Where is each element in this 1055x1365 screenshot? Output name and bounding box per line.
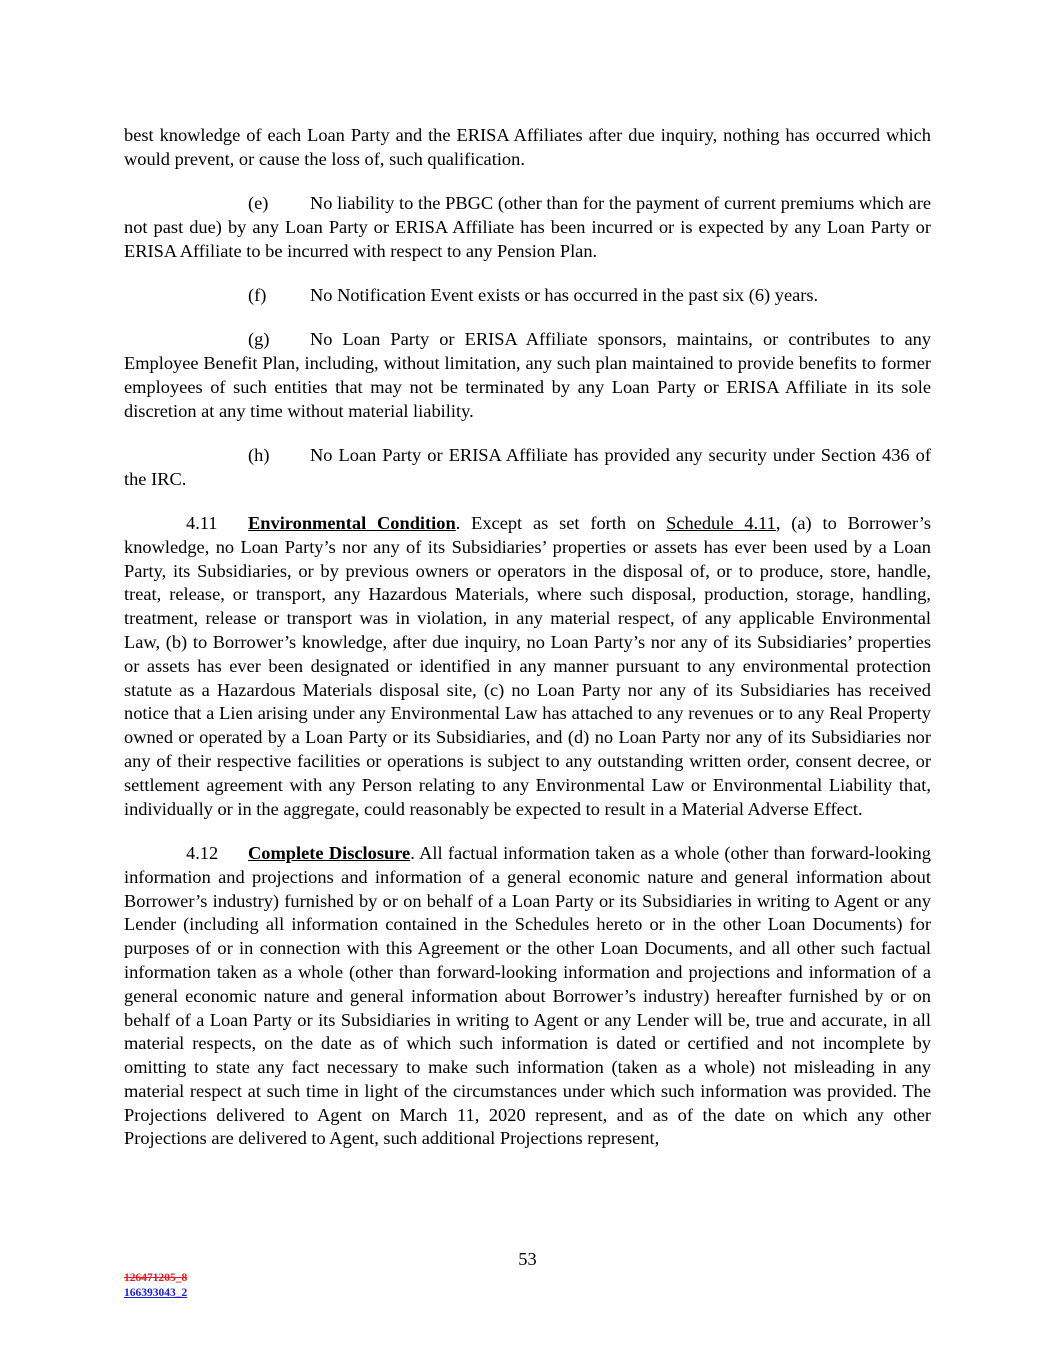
clause-h bbox=[124, 444, 931, 492]
section-4-11-lead: . Except as set forth on bbox=[455, 513, 667, 534]
clause-g-marker: (g) bbox=[248, 329, 270, 350]
intro-paragraph: best knowledge of each Loan Party and the ERISA Affiliates after due inquiry, nothing has occurred which would prevent, or cause the loss of, such qualification. bbox=[124, 125, 931, 169]
clause-e bbox=[124, 192, 931, 263]
section-4-12-heading: Complete Disclosure bbox=[248, 842, 411, 863]
clause-h-text: No Loan Party or ERISA Affiliate has provided any security under Section 436 of the IRC. bbox=[124, 444, 931, 489]
clause-g-text: No Loan Party or ERISA Affiliate sponsors, maintains, or contributes to any Employee Benefit Plan, including, without limitation, any such plan maintained to provide benefits to former employees of such entities that may not be terminated by any Loan Party or ERISA Affiliate in its sole discretion at any time without material liability. bbox=[124, 329, 931, 421]
clause-e-text: No liability to the PBGC (other than for the payment of current premiums which are not past due) by any Loan Party or ERISA Affiliate has been incurred or is expected by any Loan Party or ERISA Affiliate to be incurred with respect to any Pension Plan. bbox=[124, 193, 931, 261]
clause-f bbox=[124, 284, 931, 308]
section-4-11 bbox=[124, 512, 931, 821]
document-body bbox=[124, 124, 931, 1151]
clause-e-marker: (e) bbox=[248, 193, 269, 214]
section-4-11-number: 4.11 bbox=[186, 513, 218, 534]
clause-g bbox=[124, 328, 931, 423]
inserted-document-id: 166393043_2 bbox=[124, 1287, 188, 1299]
clause-f-text: No Notification Event exists or has occurred in the past six (6) years. bbox=[310, 284, 819, 305]
clause-h-marker: (h) bbox=[248, 444, 270, 465]
clause-f-marker: (f) bbox=[248, 284, 267, 305]
page-number: 53 bbox=[518, 1249, 537, 1269]
section-4-11-heading: Environmental Condition bbox=[248, 513, 456, 534]
document-id-block bbox=[124, 1271, 187, 1301]
section-4-12-body: . All factual information taken as a whole (other than forward-looking information and projections and information of a general economic nature and general information about Borrower’s industry) furnished by or on behalf of a Loan Party or its Subsidiaries in writing to Agent or any Lender (including all information contained in the Schedules hereto or in the other Loan Documents) for purposes of or in connection with this Agreement or the other Loan Documents, and all other such factual information taken as a whole (other than forward-looking information and projections and information of a general economic nature and general information about Borrower’s industry) hereafter furnished by or on behalf of a Loan Party or its Subsidiaries in writing to Agent or any Lender will be, true and accurate, in all material respects, on the date as of which such information is dated or certified and not incomplete by omitting to state any fact necessary to make such information (taken as a whole) not misleading in any material respect at such time in light of the circumstances under which such information was provided. The Projections delivered to Agent on March 11, 2020 represent, and as of the date on which any other Projections are delivered to Agent, such additional Projections represent, bbox=[124, 842, 932, 1149]
section-4-12-number: 4.12 bbox=[186, 842, 219, 863]
section-4-12 bbox=[124, 842, 931, 1151]
deleted-document-id: 126471205_8 bbox=[124, 1272, 188, 1284]
section-4-11-body: , (a) to Borrower’s knowledge, no Loan Party’s nor any of its Subsidiaries’ properties or assets has ever been used by a Loan Party, its Subsidiaries, or by previous owners or operators in the disposal of, or to produce, store, handle, treat, release, or transport, any Hazardous Materials, where such disposal, production, storage, handling, treatment, release or transport was in violation, in any material respect, of any applicable Environmental Law, (b) to Borrower’s knowledge, after due inquiry, no Loan Party’s nor any of its Subsidiaries’ properties or assets has ever been designated or identified in any manner pursuant to any environmental protection statute as a Hazardous Materials disposal site, (c) no Loan Party nor any of its Subsidiaries has received notice that a Lien arising under any Environmental Law has attached to any revenues or to any Real Property owned or operated by a Loan Party or its Subsidiaries, and (d) no Loan Party nor any of its Subsidiaries nor any of their respective facilities or operations is subject to any outstanding written order, consent decree, or settlement agreement with any Person relating to any Environmental Law or Environmental Liability that, individually or in the aggregate, could reasonably be expected to result in a Material Adverse Effect. bbox=[124, 513, 932, 819]
schedule-4-11-reference: Schedule 4.11 bbox=[666, 513, 776, 534]
